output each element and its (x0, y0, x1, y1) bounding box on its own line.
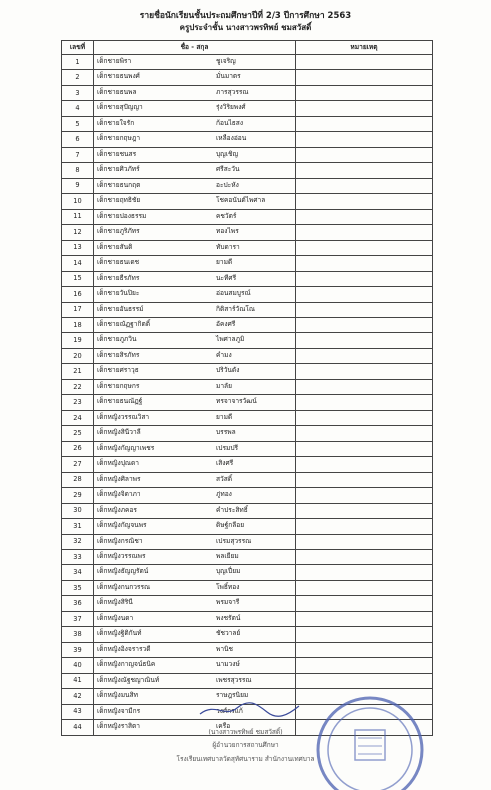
table-row (62, 379, 433, 394)
table-row (62, 426, 433, 441)
student-first-name: เด็กหญิงกาญจน์ธนิค (97, 660, 156, 669)
student-number: 39 (62, 642, 94, 657)
student-remarks (296, 225, 433, 240)
student-first-name: เด็กหญิงธัญญรัตน์ (97, 567, 149, 576)
student-remarks (296, 673, 433, 688)
student-last-name: อ่อนสมบูรณ์ (216, 289, 251, 298)
student-remarks (296, 132, 433, 147)
table-row (62, 163, 433, 178)
student-first-name: เด็กชายวันปิยะ (97, 289, 140, 298)
student-remarks (296, 658, 433, 673)
table-row (62, 364, 433, 379)
table-row (62, 116, 433, 131)
student-number: 23 (62, 395, 94, 410)
student-remarks (296, 364, 433, 379)
table-body (62, 55, 433, 736)
student-first-name: เด็กหญิงวรรณพร (97, 552, 146, 560)
student-name-cell (94, 302, 296, 317)
student-last-name: อะปะหัง (216, 180, 239, 189)
table-row (62, 534, 433, 549)
student-remarks (296, 287, 433, 302)
student-last-name: เสิงศรี (216, 459, 234, 468)
student-remarks (296, 580, 433, 595)
student-last-name: ชูเจริญ (216, 57, 236, 65)
student-name-cell (94, 225, 296, 240)
student-first-name: เด็กชายสิรภัทร (97, 350, 140, 359)
student-number: 20 (62, 348, 94, 363)
student-first-name: เด็กหญิงสินีวาลี (97, 428, 141, 437)
student-name-cell (94, 333, 296, 348)
table-row (62, 317, 433, 332)
student-name-cell (94, 580, 296, 595)
student-last-name: ก้อนไธสง (216, 118, 244, 127)
student-last-name: รุ่งวิริยพงศ์ (216, 103, 246, 112)
student-first-name: เด็กชายธนณัฏฐ์ (97, 397, 143, 406)
student-first-name: เด็กหญิงมนสิท (97, 691, 138, 700)
student-first-name: เด็กชายสันติ (97, 242, 133, 251)
student-number: 6 (62, 132, 94, 147)
student-remarks (296, 256, 433, 271)
student-remarks (296, 379, 433, 394)
table-row (62, 472, 433, 487)
signature-name: (นางสาวพรทิพย์ ชมสวัสดิ์) (208, 728, 283, 736)
student-number: 31 (62, 519, 94, 534)
student-remarks (296, 611, 433, 626)
student-first-name: เด็กชายศราวุธ (97, 366, 139, 375)
student-first-name: เด็กชายปองธรรม (97, 211, 147, 220)
student-first-name: เด็กหญิงอิงจรารวดี (97, 644, 151, 653)
table-row (62, 225, 433, 240)
student-first-name: เด็กชายณัฏฐากิตติ์ (97, 319, 151, 328)
signature-scribble (195, 700, 305, 720)
student-first-name: เด็กชายธีรภัทร (97, 273, 140, 282)
student-number: 3 (62, 85, 94, 100)
student-remarks (296, 627, 433, 642)
student-last-name: พงชรัตน์ (216, 613, 241, 622)
student-remarks (296, 457, 433, 472)
student-name-cell (94, 410, 296, 425)
student-name-cell (94, 70, 296, 85)
table-row (62, 209, 433, 224)
student-first-name: เด็กหญิงกรณิชา (97, 536, 143, 545)
student-last-name: ทับดารา (216, 242, 240, 251)
student-remarks (296, 209, 433, 224)
table-row (62, 457, 433, 472)
student-first-name: เด็กชายใจรัก (97, 118, 135, 127)
table-row (62, 271, 433, 286)
student-last-name: ไพศาลภูมิ (216, 335, 245, 344)
student-remarks (296, 317, 433, 332)
student-name-cell (94, 673, 296, 688)
student-number: 19 (62, 333, 94, 348)
student-first-name: เด็กชายศิวภัทร์ (97, 165, 140, 174)
student-number: 40 (62, 658, 94, 673)
student-first-name: เด็กชายชนสร (97, 149, 137, 158)
student-last-name: คชวัตร์ (216, 211, 237, 220)
student-remarks (296, 534, 433, 549)
student-name-cell (94, 132, 296, 147)
student-last-name: เหลืองอ่อน (216, 134, 247, 143)
student-number: 9 (62, 178, 94, 193)
student-last-name: ภารสุวรรณ (216, 87, 249, 96)
student-last-name: คำประสิทธิ์ (216, 505, 248, 514)
student-name-cell (94, 379, 296, 394)
student-last-name: เครือ (216, 722, 231, 731)
student-number: 8 (62, 163, 94, 178)
table-row (62, 642, 433, 657)
student-remarks (296, 642, 433, 657)
student-remarks (296, 488, 433, 503)
student-last-name: สวัสดิ์ (216, 474, 233, 483)
student-name-cell (94, 534, 296, 549)
student-remarks (296, 441, 433, 456)
table-row (62, 302, 433, 317)
student-first-name: เด็กชายอันธรรม์ (97, 304, 144, 313)
student-number: 12 (62, 225, 94, 240)
student-number: 26 (62, 441, 94, 456)
student-first-name: เด็กหญิงภคอร (97, 505, 137, 514)
student-last-name: บุญเชิญ (216, 149, 239, 158)
table-row (62, 55, 433, 70)
student-first-name: เด็กชายธนพล (97, 87, 137, 96)
student-remarks (296, 101, 433, 116)
table-row (62, 611, 433, 626)
table-row (62, 178, 433, 193)
student-name-cell (94, 457, 296, 472)
table-row (62, 519, 433, 534)
student-name-cell (94, 627, 296, 642)
student-remarks (296, 519, 433, 534)
student-number: 35 (62, 580, 94, 595)
student-number: 33 (62, 550, 94, 565)
student-last-name: ภู่ทอง (216, 490, 232, 499)
table-row (62, 503, 433, 518)
table-row (62, 256, 433, 271)
student-name-cell (94, 565, 296, 580)
student-last-name: พรมจารี (216, 598, 240, 607)
student-last-name: บรรพล (216, 428, 236, 437)
student-number: 16 (62, 287, 94, 302)
student-number: 18 (62, 317, 94, 332)
student-last-name: เพชรสุวรรณ (216, 675, 252, 684)
student-name-cell (94, 642, 296, 657)
teacher-line: ครูประจำชั้น นางสาวพรทิพย์ ชมสวัสดิ์ (179, 23, 312, 32)
table-row (62, 101, 433, 116)
student-number: 11 (62, 209, 94, 224)
table-row (62, 333, 433, 348)
student-remarks (296, 348, 433, 363)
student-number: 43 (62, 704, 94, 719)
student-name-cell (94, 256, 296, 271)
student-name-cell (94, 317, 296, 332)
student-last-name: อัคงศรี (216, 319, 236, 328)
student-number: 42 (62, 689, 94, 704)
student-name-cell (94, 550, 296, 565)
table-row (62, 348, 433, 363)
student-number: 30 (62, 503, 94, 518)
table-row (62, 85, 433, 100)
student-name-cell (94, 287, 296, 302)
student-remarks (296, 163, 433, 178)
student-name-cell (94, 364, 296, 379)
student-remarks (296, 55, 433, 70)
student-number: 7 (62, 147, 94, 162)
student-first-name: เด็กชายกฤษฎา (97, 134, 141, 143)
table-row (62, 287, 433, 302)
student-last-name: คำมง (216, 350, 232, 359)
student-first-name: เด็กหญิงราสิตา (97, 722, 140, 731)
student-last-name: นะทีศรี (216, 273, 237, 282)
student-number: 25 (62, 426, 94, 441)
student-name-cell (94, 209, 296, 224)
table-row (62, 658, 433, 673)
student-remarks (296, 70, 433, 85)
student-number: 15 (62, 271, 94, 286)
student-first-name: เด็กชายธนเดช (97, 258, 140, 267)
student-number: 34 (62, 565, 94, 580)
student-name-cell (94, 519, 296, 534)
student-name-cell (94, 348, 296, 363)
student-name-cell (94, 596, 296, 611)
student-remarks (296, 333, 433, 348)
student-first-name: เด็กหญิงกัญญาเพชร (97, 443, 155, 452)
student-name-cell (94, 658, 296, 673)
student-last-name: โพธิ์ทอง (216, 582, 240, 591)
student-remarks (296, 596, 433, 611)
student-number: 10 (62, 194, 94, 209)
student-last-name: ยามดี (216, 258, 233, 267)
table-row (62, 240, 433, 255)
student-remarks (296, 503, 433, 518)
student-number: 22 (62, 379, 94, 394)
student-name-cell (94, 271, 296, 286)
student-remarks (296, 302, 433, 317)
table-row (62, 596, 433, 611)
student-first-name: เด็กชายธนพงศ์ (97, 72, 140, 81)
student-last-name: พานิช (216, 644, 234, 653)
student-number: 27 (62, 457, 94, 472)
student-first-name: เด็กหญิงณัฐชญาณินท์ (97, 675, 160, 684)
student-first-name: เด็กหญิงนดา (97, 613, 134, 622)
student-number: 41 (62, 673, 94, 688)
student-name-cell (94, 503, 296, 518)
student-name-cell (94, 163, 296, 178)
page-title: รายชื่อนักเรียนชั้นประถมศึกษาปีที่ 2/3 ปีการศึกษา 2563 (139, 11, 352, 21)
student-name-cell (94, 55, 296, 70)
student-last-name: มั่นมาตร (216, 72, 241, 81)
student-remarks (296, 472, 433, 487)
student-number: 38 (62, 627, 94, 642)
student-name-cell (94, 488, 296, 503)
student-first-name: เด็กหญิงจามีกร (97, 706, 141, 715)
student-last-name: ทองไพร (216, 227, 239, 236)
column-header-remarks: หมายเหตุ (296, 41, 433, 55)
student-number: 24 (62, 410, 94, 425)
student-last-name: ชัชวาลย์ (216, 629, 241, 638)
student-first-name: เด็กหญิงศิลาพร (97, 474, 141, 483)
student-number: 28 (62, 472, 94, 487)
column-header-name: ชื่อ - สกุล (94, 41, 296, 55)
student-first-name: เด็กหญิงปุณดา (97, 459, 139, 468)
student-name-cell (94, 611, 296, 626)
student-name-cell (94, 116, 296, 131)
student-remarks (296, 85, 433, 100)
student-first-name: เด็กชายพิรา (97, 57, 132, 65)
student-last-name: ศรีสะวัน (216, 165, 240, 174)
student-remarks (296, 565, 433, 580)
student-number: 5 (62, 116, 94, 131)
student-last-name: ดิษฐ์กลีอย (216, 521, 245, 530)
table-row (62, 132, 433, 147)
student-number: 32 (62, 534, 94, 549)
student-number: 13 (62, 240, 94, 255)
student-last-name: ยามดี (216, 412, 233, 421)
student-number: 14 (62, 256, 94, 271)
student-number: 21 (62, 364, 94, 379)
student-roster-table (61, 40, 433, 736)
table-row (62, 580, 433, 595)
student-remarks (296, 147, 433, 162)
student-first-name: เด็กหญิงกัญจนพร (97, 521, 147, 530)
table-row (62, 488, 433, 503)
student-last-name: นามวงษ์ (216, 660, 240, 669)
student-name-cell (94, 441, 296, 456)
student-first-name: เด็กหญิงวรรณวิสา (97, 412, 150, 421)
student-last-name: เปรมสุวรรณ (216, 536, 252, 545)
student-first-name: เด็กชายฤทธิชัย (97, 196, 141, 205)
student-first-name: เด็กชายสุปัญญา (97, 103, 143, 112)
student-last-name: กิติสาร์วัณโณ (216, 304, 256, 313)
student-name-cell (94, 178, 296, 193)
table-row (62, 627, 433, 642)
table-row (62, 147, 433, 162)
student-first-name: เด็กหญิงสิรินี (97, 598, 133, 607)
student-remarks (296, 178, 433, 193)
table-header-row (62, 41, 433, 55)
student-first-name: เด็กหญิงกนกวรรณ (97, 582, 151, 591)
student-name-cell (94, 395, 296, 410)
column-header-number: เลขที่ (62, 41, 94, 55)
student-last-name: ปริวันดัง (216, 366, 240, 375)
student-last-name: เปรมปรี (216, 443, 239, 452)
student-remarks (296, 410, 433, 425)
student-remarks (296, 395, 433, 410)
table-row (62, 194, 433, 209)
table-row (62, 70, 433, 85)
student-last-name: มาลัย (216, 381, 232, 390)
student-remarks (296, 550, 433, 565)
student-last-name: พลเยียม (216, 552, 239, 560)
student-number: 29 (62, 488, 94, 503)
student-first-name: เด็กชายธนกฤต (97, 180, 141, 189)
student-number: 36 (62, 596, 94, 611)
student-number: 1 (62, 55, 94, 70)
student-last-name: วงศ์กรแก้ (216, 706, 243, 715)
student-name-cell (94, 426, 296, 441)
student-remarks (296, 116, 433, 131)
student-name-cell (94, 101, 296, 116)
student-number: 17 (62, 302, 94, 317)
student-last-name: บุญเปี่ยม (216, 567, 241, 576)
table-row (62, 673, 433, 688)
table-row (62, 395, 433, 410)
student-number: 2 (62, 70, 94, 85)
table-row (62, 410, 433, 425)
student-number: 4 (62, 101, 94, 116)
student-number: 37 (62, 611, 94, 626)
student-last-name: ราษฎรนิยม (216, 691, 249, 700)
student-first-name: เด็กชายภูริภัทร (97, 227, 140, 236)
student-first-name: เด็กหญิงจิดาภา (97, 490, 141, 499)
table-row (62, 550, 433, 565)
student-first-name: เด็กชายกฤษกร (97, 381, 140, 390)
student-remarks (296, 240, 433, 255)
signature-role: ผู้อำนวยการสถานศึกษา (212, 741, 279, 749)
student-name-cell (94, 194, 296, 209)
student-last-name: โชคอนันต์ไพศาล (216, 196, 266, 205)
student-first-name: เด็กชายภูภวิน (97, 335, 137, 344)
student-remarks (296, 426, 433, 441)
table-row (62, 441, 433, 456)
student-name-cell (94, 472, 296, 487)
student-first-name: เด็กหญิงฐิติกันท์ (97, 629, 142, 638)
school-name: โรงเรียนเทศบาลวัดสุทัศนาราม สำนักงานเทศบาล (176, 755, 315, 763)
student-number: 44 (62, 720, 94, 735)
student-name-cell (94, 147, 296, 162)
student-name-cell (94, 240, 296, 255)
student-remarks (296, 194, 433, 209)
table-row (62, 565, 433, 580)
student-remarks (296, 271, 433, 286)
student-name-cell (94, 85, 296, 100)
student-last-name: ทรจาจารวัฒน์ (216, 397, 257, 406)
